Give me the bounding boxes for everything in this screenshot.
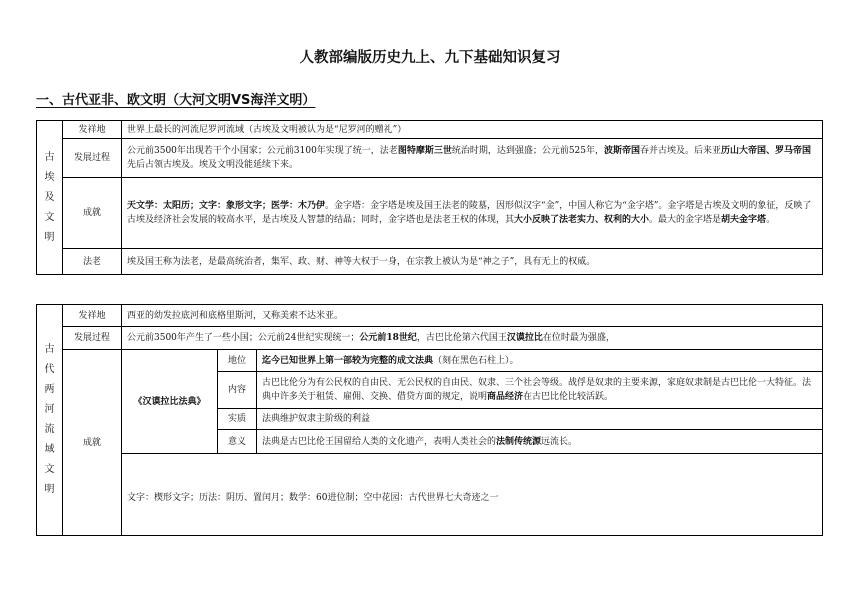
meso-content-label: 内容 (218, 372, 257, 409)
egypt-table (36, 120, 823, 275)
meso-position-text: 迄今已知世界上第一部较为完整的成文法典（刻在黑色石柱上）。 (257, 350, 823, 372)
meso-origin-label: 发祥地 (63, 305, 122, 327)
page-title: 人教部编版历史九上、九下基础知识复习 (299, 50, 561, 66)
meso-meaning-text: 法典是古巴比伦王国留给人类的文化遗产，表明人类社会的法制传统源远流长。 (257, 430, 823, 454)
meso-position-label: 地位 (218, 350, 257, 372)
meso-development-label: 发展过程 (63, 327, 122, 350)
meso-law-name: 《汉谟拉比法典》 (122, 350, 218, 454)
egypt-achievement-label: 成就 (63, 178, 122, 249)
egypt-achievement-text: 天文学：太阳历；文字：象形文字；医学：木乃伊。金字塔：金字塔是埃及国王法老的陵墓，因形似汉字“金”，中国人称它为“金字塔”。金字塔是古埃及文明的象征，反映了古埃及经济社会发展的较高水平，是古埃及人智慧的结晶；同时，金字塔也是法老王权的体现，其大小反映了法老实力、权利的大小。最大的金字塔是胡夫金字塔。 (122, 178, 823, 249)
egypt-origin-label: 发祥地 (63, 121, 122, 139)
meso-essence-text: 法典维护奴隶主阶级的利益 (257, 409, 823, 430)
egypt-origin-text: 世界上最长的河流尼罗河流域（古埃及文明被认为是“尼罗河的赠礼”） (122, 121, 823, 139)
meso-gap (122, 454, 823, 462)
egypt-development-label: 发展过程 (63, 139, 122, 178)
meso-civ-name: 古代两河流域文明 (44, 344, 55, 495)
meso-other-text: 文字：楔形文字；历法：阴历、置闰月；数学：60进位制；空中花园：古代世界七大奇迹之一 (122, 462, 823, 536)
egypt-civ-label (37, 121, 63, 275)
meso-essence-label: 实质 (218, 409, 257, 430)
meso-achievement-label: 成就 (63, 350, 122, 536)
egypt-development-text: 公元前3500年出现若干个小国家；公元前3100年实现了统一，法老图特摩斯三世统治时期，达到强盛；公元前525年，波斯帝国吞并古埃及。后来亚历山大帝国、罗马帝国先后占领古埃及。埃及文明没能延续下来。 (122, 139, 823, 178)
egypt-civ-name: 古埃及文明 (44, 151, 55, 243)
meso-content-text: 古巴比伦分为有公民权的自由民、无公民权的自由民、奴隶、三个社会等级。战俘是奴隶的主要来源，家庭奴隶制是古巴比伦一大特征。法典中许多关于租赁、雇佣、交换、借贷方面的规定，说明商品经济在古巴比伦比较活跃。 (257, 372, 823, 409)
mesopotamia-table (36, 304, 823, 536)
meso-meaning-label: 意义 (218, 430, 257, 454)
meso-origin-text: 西亚的幼发拉底河和底格里斯河，又称美索不达米亚。 (122, 305, 823, 327)
meso-development-text: 公元前3500年产生了一些小国；公元前24世纪实现统一；公元前18世纪，古巴比伦第六代国王汉谟拉比在位时最为强盛， (122, 327, 823, 350)
meso-civ-label (37, 305, 63, 536)
egypt-pharaoh-label: 法老 (63, 249, 122, 275)
section-heading: 一、古代亚非、欧文明（大河文明VS海洋文明） (36, 93, 316, 108)
egypt-pharaoh-text: 埃及国王称为法老，是最高统治者，集军、政、财、神等大权于一身，在宗教上被认为是“神之子”，具有无上的权威。 (122, 249, 823, 275)
